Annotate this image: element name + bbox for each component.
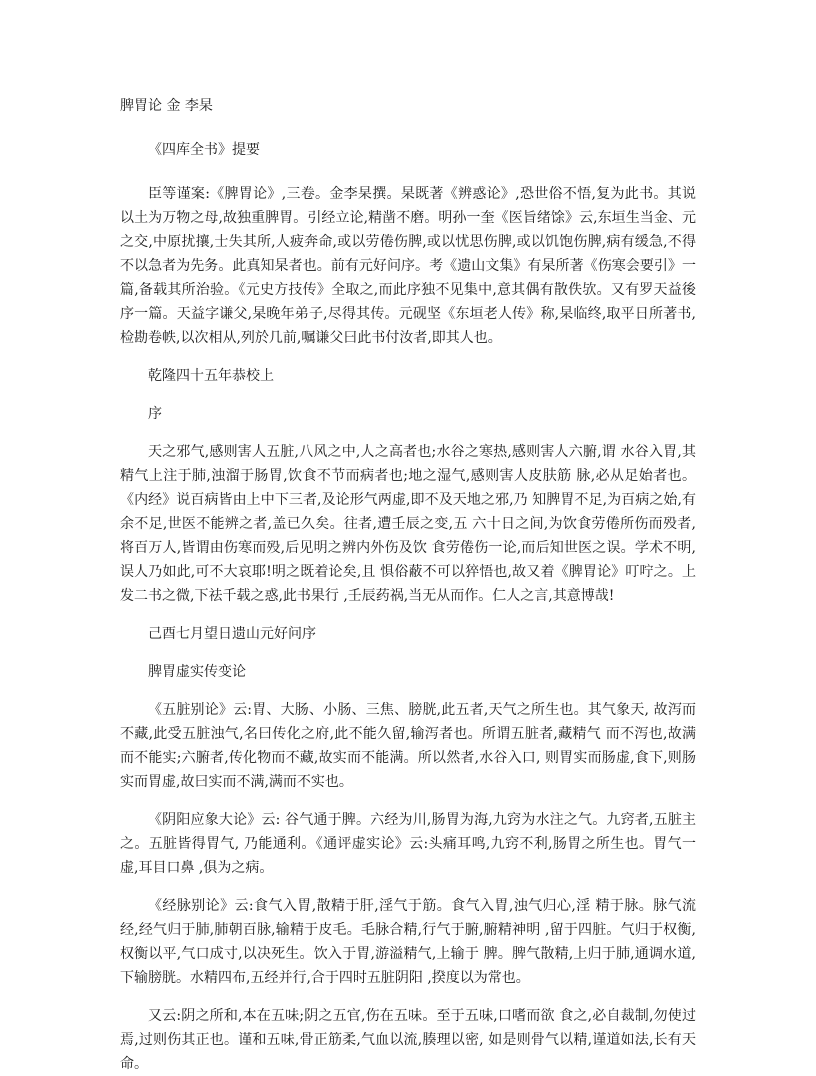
preface-paragraph: 天之邪气,感则害人五脏,八风之中,人之高者也;水谷之寒热,感则害人六腑,谓 水谷入胃,其精气上注于肺,浊溜于肠胃,饮食不节而病者也;地之湿气,感则害人皮肤筋 脉,必从足始者也。《内经》说百病皆由上中下三者,及论形气两虚,即不及天地之邪,乃 知脾胃不足,为百病之始,有余不足,世医不能辨之者,盖已久矣。往者,遭壬辰之变,五 六十日之间,为饮食劳倦所伤而殁者,将百万人,皆谓由伤寒而殁,后见明之辨内外伤及饮 食劳倦伤一论,而后知世医之误。学术不明,误人乃如此,可不大哀耶!明之既着论矣,且 惧俗蔽不可以猝悟也,故又着《脾胃论》叮咛之。上发二书之微,下祛千载之惑,此书果行 ,壬辰药祸,当无从而作。仁人之言,其意博哉! xyxy=(120,444,696,604)
paragraph-five-organs: 《五脏别论》云:胃、大肠、小肠、三焦、膀胱,此五者,天气之所生也。其气象天, 故泻而不藏,此受五脏浊气,名曰传化之府,此不能久留,输泻者也。所谓五脏者,藏精气 而不泻也,故满而不能实;六腑者,传化物而不藏,故实而不能满。所以然者,水谷入口, 则胃实而肠虚,食下,则肠实而胃虚,故曰实而不满,满而不实也。 xyxy=(120,702,696,790)
siku-summary-paragraph: 臣等谨案:《脾胃论》,三卷。金李杲撰。杲既著《辨惑论》,恐世俗不悟,复为此书。其说以土为万物之母,故独重脾胃。引经立论,精凿不磨。明孙一奎《医旨绪馀》云,东垣生当金、元之交,中原扰攘,士失其所,人疲奔命,或以劳倦伤脾,或以忧思伤脾,或以饥饱伤脾,病有缓急,不得不以急者为先务。此真知杲者也。前有元好问序。考《遗山文集》有杲所著《伤寒会要引》一篇,备载其所治验。《元史方技传》全取之,而此序独不见集中,意其偶有散佚欤。又有罗天益後序一篇。天益字谦父,杲晚年弟子,尽得其传。元砚坚《东垣老人传》称,杲临终,取平日所著书,检勘卷帙,以次相从,列於几前,嘱谦父曰此书付汝者,即其人也。 xyxy=(120,186,696,346)
paragraph-five-flavors: 又云:阴之所和,本在五味;阴之五官,伤在五味。至于五味,口嗜而欲 食之,必自裁制,勿使过焉,过则伤其正也。谨和五味,骨正筋柔,气血以流,腠理以密, 如是则骨气以精,谨道如法,长有天命。 xyxy=(120,1008,696,1072)
paragraph-meridians: 《经脉别论》云:食气入胃,散精于肝,淫气于筋。食气入胃,浊气归心,淫 精于脉。脉气流经,经气归于肺,肺朝百脉,输精于皮毛。毛脉合精,行气于腑,腑精神明 ,留于四脏。气归于权衡,权衡以平,气口成寸,以决死生。饮入于胃,游溢精气,上输于 脾。脾气散精,上归于肺,通调水道,下输膀胱。水精四布,五经并行,合于四时五脏阴阳 ,揆度以为常也。 xyxy=(120,898,696,986)
paragraph-yinyang: 《阴阳应象大论》云: 谷气通于脾。六经为川,肠胃为海,九窍为水注之气。九窍者,五脏主之。五脏皆得胃气, 乃能通利。《通评虚实论》云:头痛耳鸣,九窍不利,肠胃之所生也。胃气一虚,耳目口鼻 ,俱为之病。 xyxy=(120,812,696,876)
section-heading: 脾胃虚实传变论 xyxy=(148,664,246,680)
document-title: 脾胃论 金 李杲 xyxy=(120,98,213,114)
qianlong-collation-line: 乾隆四十五年恭校上 xyxy=(148,368,274,384)
preface-signature: 己酉七月望日遗山元好问序 xyxy=(148,626,316,642)
siku-heading: 《四库全书》提要 xyxy=(148,142,260,158)
preface-heading: 序 xyxy=(148,406,162,422)
document-page xyxy=(120,94,696,1076)
